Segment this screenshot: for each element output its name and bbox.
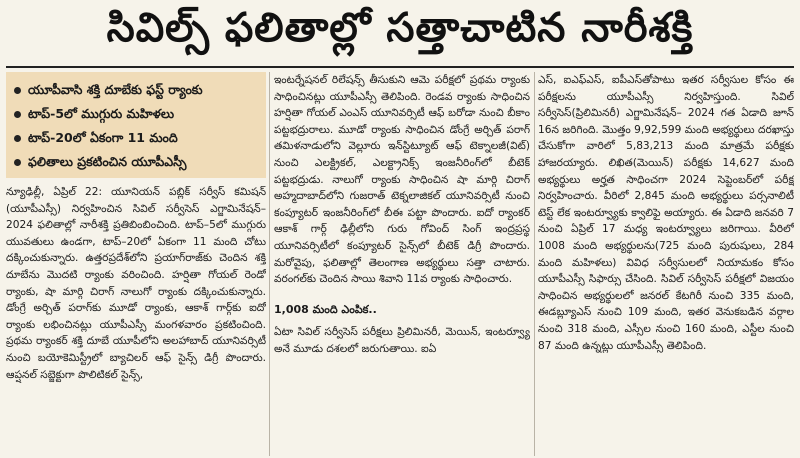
highlight-text: యూపీవాసి శక్తి దూబేకు ఫస్ట్ ర్యాంకు bbox=[28, 82, 203, 97]
bullet-icon bbox=[14, 87, 21, 94]
article-paragraph: ఇంటర్నేషనల్ రిలేషన్స్ తీసుకుని ఆమె పరీక్షలో ప్రథమ ర్యాంకు సాధించినట్లు యూపీఎస్సీ తెలిపింది. రెండవ ర్యాంకు సాధించిన హర్షితా గోయల్ ఎంఎస్ యూనివర్సిటీ ఆఫ్ బరోడా నుంచి బీకాం పట్టభద్రురాలు. మూడో ర్యాంకు సాధించిన డోంగ్రే అర్చిత్ పరాగ్ తమిళనాడులోని వెల్లూరు ఇన్‌స్టిట్యూట్ ఆఫ్ టెక్నాలజీ(విట్) నుంచి ఎలక్ట్రికల్, ఎలక్ట్రానిక్స్ ఇంజనీరింగ్‌లో బీటెక్ పట్టభద్రుడు. నాలుగో ర్యాంకు సాధించిన షా మార్గి చిరాగ్ అహ్మదాబాద్‌లోని గుజరాత్ టెక్నలాజికల్ యూనివర్సిటీ నుంచి కంప్యూటర్ ఇంజనీరింగ్‌లో బీఈ పట్టా పొందారు. ఐదో ర్యాంకర్ ఆకాశ్ గార్గ్ ఢిల్లీలోని గురు గోవింద్ సింగ్ ఇంద్రప్రస్థ యూనివర్సిటీలో కంప్యూటర్ సైన్స్‌లో బీటెక్ డిగ్రీ పొందారు. మరోవైపు, ఫలితాల్లో తెలంగాణ అభ్యర్థులు సత్తా చాటారు. వరంగల్‌కు చెందిన సాయి శివాని 11వ ర్యాంకు సాధించారు. bbox=[274, 74, 530, 286]
bullet-icon bbox=[14, 159, 21, 166]
bullet-icon bbox=[14, 135, 21, 142]
column-divider bbox=[534, 72, 535, 456]
article-paragraph: ఎస్, ఐఎఫ్ఎస్, ఐపీఎస్‌తోపాటు ఇతర సర్వీసుల కోసం ఈ పరీక్షలను యూపీఎస్సీ నిర్వహిస్తుంది. సివిల్ సర్వీసెస్(ప్రిలిమినరీ) ఎగ్జామినేషన్– 2024 గత ఏడాది జూన్ 16న జరిగింది. మొత్తం 9,92,599 మంది అభ్యర్థులు దరఖాస్తు చేసుకోగా వారిలో 5,83,213 మంది మాత్రమే పరీక్షకు హాజరయ్యారు. లిఖిత(మెయిన్) పరీక్షకు 14,627 మంది అభ్యర్థులు అర్హత సాధించగా 2024 సెప్టెంబర్‌లో పరీక్ష నిర్వహించారు. వీరిలో 2,845 మంది అభ్యర్థులు పర్సనాలిటీ టెస్ట్ లేక ఇంటర్వ్యూకు క్వాలిఫై అయ్యారు. ఈ ఏడాది జనవరి 7 నుంచి ఏప్రిల్ 17 మధ్య ఇంటర్వ్యూలు జరిగాయి. వీరిలో 1008 మంది అభ్యర్థులను(725 మంది పురుషులు, 284 మంది మహిళలు) వివిధ సర్వీసులలో నియామకం కోసం యూపీఎస్సీ సిఫార్సు చేసింది. సివిల్ సర్వీసెస్ పరీక్షలో విజయం సాధించిన అభ్యర్థులలో జనరల్ కేటగిరీ నుంచి 335 మంది, ఈడబ్ల్యూఎస్ నుంచి 109 మంది, ఇతర వెనుకబడిన వర్గాల నుంచి 318 మంది, ఎస్సీల నుంచి 160 మంది, ఎస్టీల నుంచి 87 మంది ఉన్నట్లు యూపీఎస్సీ తెలిపింది. bbox=[538, 74, 794, 352]
highlight-text: టాప్-20లో ఏకంగా 11 మంది bbox=[28, 130, 178, 145]
headline: సివిల్స్ ఫలితాల్లో సత్తాచాటిన నారీశక్తి bbox=[106, 5, 694, 51]
headline-rule bbox=[6, 66, 794, 68]
article-column-1 bbox=[6, 184, 266, 456]
article-column-3 bbox=[538, 72, 794, 456]
highlight-text: టాప్-5లో ముగ్గురు మహిళలు bbox=[28, 106, 175, 121]
highlight-item bbox=[14, 102, 258, 126]
article-paragraph: న్యూఢిల్లీ, ఏప్రిల్ 22: యూనియన్ పబ్లిక్ సర్వీస్ కమిషన్ (యూపీఎస్సీ) నిర్వహించిన సివిల్ సర్వీసెస్ ఎగ్జామినేషన్– 2024 ఫలితాల్లో నారీశక్తి ప్రతిబింబించింది. టాప్–5లో ముగ్గురు యువతులు ఉండగా, టాప్–20లో ఏకంగా 11 మంది చోటు దక్కించుకున్నారు. ఉత్తరప్రదేశ్‌లోని ప్రయాగ్‌రాజ్‌కు చెందిన శక్తి దూబేను మొదటి ర్యాంకు వరించింది. హర్షితా గోయల్ రెండో ర్యాంకు, షా మార్గి చిరాగ్ నాలుగో ర్యాంకు దక్కించుకున్నారు. డోంగ్రే అర్చిత్ పరాగ్‌కు మూడో ర్యాంకు, ఆకాశ్ గార్గ్‌కు ఐదో ర్యాంకు లభించినట్లు యూపీఎస్సీ మంగళవారం ప్రకటించింది. ప్రథమ ర్యాంకర్ శక్తి దూబే యూపీలోని అలహాబాద్ యూనివర్సిటీ నుంచి బయోకెమిస్ట్రీలో బ్యాచిలర్ ఆఫ్ సైన్స్ డిగ్రీ పొందారు. ఆప్షనల్ సబ్జెక్టుగా పొలిటికల్ సైన్స్, bbox=[6, 186, 266, 381]
column-divider bbox=[269, 72, 270, 456]
highlight-text: ఫలితాలు ప్రకటించిన యూపీఎస్సీ bbox=[28, 154, 187, 169]
section-subhead: 1,008 మంది ఎంపిక.. bbox=[274, 302, 377, 316]
bullet-icon bbox=[14, 111, 21, 118]
article-column-2 bbox=[274, 72, 530, 456]
highlight-item bbox=[14, 78, 258, 102]
highlight-item bbox=[14, 126, 258, 150]
highlights-box bbox=[6, 72, 266, 178]
highlight-item bbox=[14, 150, 258, 174]
article-paragraph: ఏటా సివిల్ సర్వీసెస్ పరీక్షలు ప్రిలిమినరీ, మెయిన్, ఇంటర్వ్యూ అనే మూడు దశలలో జరుగుతాయి. ఐఏ bbox=[274, 326, 530, 355]
